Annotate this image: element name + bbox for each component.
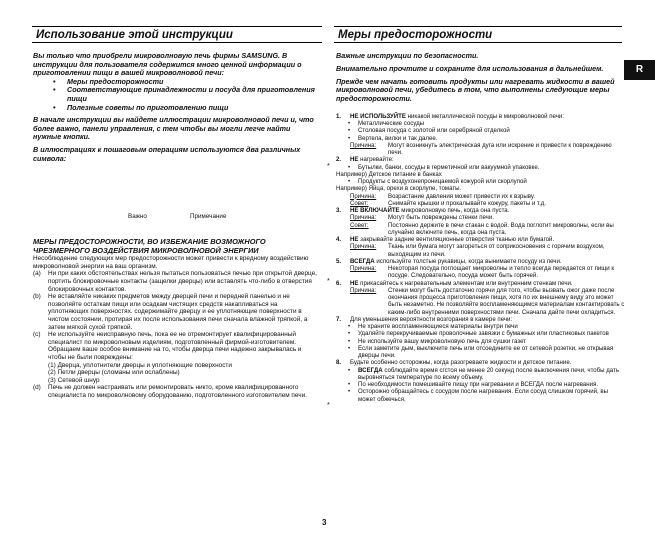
rule-2-example: Например) Детское питание в банках bbox=[336, 170, 442, 178]
rule-7-bullet: • Не используйте вашу микроволновую печь для сушки газет bbox=[336, 338, 626, 345]
rule-7-bullet: • Если заметите дым, выключите печь или отсоедините ее от сетевой розетки, не открывая дверцы печи. bbox=[336, 345, 626, 360]
rule-1-cause: Причина: Могут возникнуть электрическая дуга или искрение и привести к повреждению печи. bbox=[350, 141, 612, 157]
rule-2-example: Например) Яйца, орехи в скорлупе, томаты. bbox=[336, 185, 462, 193]
page-number: 3 bbox=[322, 518, 327, 527]
margin-star-icon: * bbox=[327, 163, 330, 170]
rule-3: 3. НЕ ВКЛЮЧАЙТЕ микроволновую печь, когда она пуста. bbox=[336, 207, 510, 215]
rule-3-advice: Совет: Постоянно держите в печи стакан с водой. Вода поглотит микроволны, если вы случайно включите печь, когда она пуста. bbox=[350, 221, 614, 236]
rule-7-bullet: • Удаляйте перекручиваемые проволочные завязки с бумажных или пластиковых пакетов bbox=[336, 330, 626, 337]
precaution-item: (d) Печь не должен настраивать или ремонтировать никто, кроме квалифицированного специалиста по микроволновому оборудованию, подготовленного изготовителем печи. bbox=[33, 384, 307, 399]
right-column bbox=[336, 52, 626, 403]
precaution-item: (3) Сетевой шнур bbox=[48, 376, 100, 384]
rule-8-bullet: • ВСЕГДА соблюдайте время сгстоя не менее 20 секунд после выключения печи, чтобы дать выровняться температуре по всему объему. bbox=[336, 367, 626, 382]
rule-3-cause: Причина: Могут быть повреждены стенки печи. bbox=[350, 214, 494, 222]
illustration-paragraph: В начале инструкции вы найдете иллюстрации микроволновой печи и, что более важно, панели управления, с тем чтобы вы могли легче найти нужные кнопки. bbox=[33, 115, 314, 142]
rule-6-cause: Причина: Стенки могут быть достаточно горячи для того, чтобы вызвать ожог даже после окончания процесса приготовления пищи, хотя по их внешнему виду это может быть незаметно. Не позволяйте воспламеняющимся материалам контактировать с каким-либо внутренними поверхностями печи. Сначала дайте печи охладиться. bbox=[350, 286, 625, 316]
rule-8-bullet: • По необходимости помешивайте пищу при нагревании и ВСЕГДА после нагревания. bbox=[336, 381, 626, 388]
intro-paragraph: Вы только что приобрели микроволновую печь фирмы SAMSUNG. В инструкции для пользователя содержится много ценной информации о приготовлении пищи в вашей микроволновой печи: bbox=[33, 51, 302, 78]
margin-star-icon: * bbox=[327, 278, 330, 285]
keep-instructions: Внимательно прочтите и сохраните для использования в дальнейшем. bbox=[336, 63, 604, 73]
language-tab: R bbox=[624, 60, 655, 80]
right-header: Меры предосторожности bbox=[334, 26, 622, 43]
rule-2-cause: Причина: Возрастание давления может привести их к взрыву. bbox=[350, 192, 536, 200]
intro-bullet: • Соответствующие принадлежности и посуда для приготовления пищи bbox=[67, 86, 319, 103]
left-header: Использование этой инструкции bbox=[32, 26, 322, 43]
margin-star-icon: * bbox=[327, 402, 330, 409]
rule-6: 6. НЕ прикасайтесь к нагревательным элементам или внутренним стенкам печи. bbox=[336, 279, 573, 287]
rule-1-bullet: • Вертела, вилки и так далее. bbox=[336, 135, 626, 142]
rule-2-bullet: • Бутылки, банки, сосуды в герметичной или вакуумной упаковке. bbox=[336, 164, 626, 171]
rule-8-bullet: • Осторожно обращайтесь с сосудом после нагревания. Если сосуд слишком горячий, вы может обжечься. bbox=[336, 388, 626, 403]
symbol-legend bbox=[33, 213, 319, 223]
rule-1-bullet: • Металлические сосуды bbox=[336, 120, 626, 127]
legend-important: Важно bbox=[128, 213, 147, 220]
rule-4-cause: Причина: Ткань или бумага могут загореться от соприкосновения с горячим воздухом, выходящим из печи. bbox=[350, 243, 605, 258]
precautions-intro: Несоблюдение следующих мер предосторожности может привести к вредному воздействию микроволновой энергии на ваш организм. bbox=[33, 255, 309, 270]
rule-2-bullet: • Продукты с воздухонепроницаемой кожурой или скорлупой bbox=[336, 178, 626, 185]
rule-4: 4. НЕ закрывайте задние вентиляционные отверстия тканью или бумагой. bbox=[336, 236, 555, 244]
precaution-item: (2) Петли дверцы (сломаны или ослаблены) bbox=[48, 369, 180, 377]
precaution-item: (1) Дверца, уплотнители дверцы и уплотняющие поверхности bbox=[48, 361, 232, 369]
rule-1-bullet: • Столовая посуда с золотой или серебряной отделкой bbox=[336, 127, 626, 134]
rule-7-bullet: • Не храните воспламеняющиеся материалы внутри печи bbox=[336, 323, 626, 330]
rule-7: 7. Для уменьшения вероятности возгорания в камере печи: bbox=[336, 315, 513, 323]
rule-8: 8. Будьте особенно осторожны, когда разогреваете жидкости и детское питание. bbox=[336, 359, 572, 367]
rule-5: 5. ВСЕГДА используйте толстые рукавицы, когда вынимаете посуду из печи. bbox=[336, 257, 562, 265]
symbols-paragraph: В иллюстрациях к пошаговым операциям используются два различных символа: bbox=[33, 144, 301, 163]
intro-bullets bbox=[67, 78, 319, 112]
rule-1: 1. НЕ ИСПОЛЬЗУЙТЕ никакой металлической посуды в микроволновой печи: bbox=[336, 112, 564, 120]
legend-note: Примечание bbox=[190, 213, 227, 220]
intro-bullet: • Меры предосторожности bbox=[67, 78, 319, 87]
rule-5-cause: Причина: Некоторая посуда поглощает микроволны и тепло всегда передается от пищи к посуде. Следовательно, посуда может быть горячей. bbox=[350, 265, 615, 280]
precaution-item: (b) Не вставляйте никаких предметов между дверцей печи и передней панелью и не позволяйте остаткам пищи или осадкам чистящих средств накапливаться на уплотняющих поверхностях. содержимайте дверцу и ее уплотняющие поверхности в чистом состоянии, протирая их после использования печи сначала влажной тряпкой, а затем мягкой сухой тряпкой. bbox=[33, 293, 308, 331]
left-column bbox=[33, 52, 319, 163]
precaution-item: (a) Ни при каких обстоятельствах нельзя пытаться пользоваться печью при открытой дверце, портить блокировочные контакты (защелки дверцы) или вставлять что-либо в отверстия блокировочных контактов. bbox=[33, 270, 317, 293]
precaution-item: (c) Не используйте неисправную печь, пока ее не отремонтирует квалифицированный специалист по микроволновым изделиям, подготовленный фирмой-изготовителем. bbox=[33, 331, 296, 346]
precaution-item: Обращаем ваше особое внимание на то, чтобы дверца печи надежно закрывалась и чтобы не были повреждены: bbox=[48, 346, 302, 361]
precautions-title: МЕРЫ ПРЕДОСТОРОЖНОСТИ, ВО ИЗБЕЖАНИЕ ВОЗМОЖНОГО ЧРЕЗМЕРНОГО ВОЗДЕЙСТВИЯ МИКРОВОЛНОВОЙ ЭНЕРГИИ bbox=[33, 237, 266, 255]
intro-bullet: • Полезные советы по приготовлению пищи bbox=[67, 104, 319, 113]
rule-2: 2. НЕ нагревайте: bbox=[336, 156, 394, 164]
before-cooking: Прежде чем начать готовить продукты или нагревать жидкости в вашей микроволновой печи, убедитесь в том, что выполнены следующие меры предосторожности. bbox=[336, 76, 615, 104]
rule-2-advice: Совет: Снимайте крышки и прокалывайте кожуру, пакеты и т.д. bbox=[350, 199, 547, 207]
safety-heading: Важные инструкции по безопасности. bbox=[336, 51, 479, 60]
microwave-precautions bbox=[33, 238, 319, 399]
